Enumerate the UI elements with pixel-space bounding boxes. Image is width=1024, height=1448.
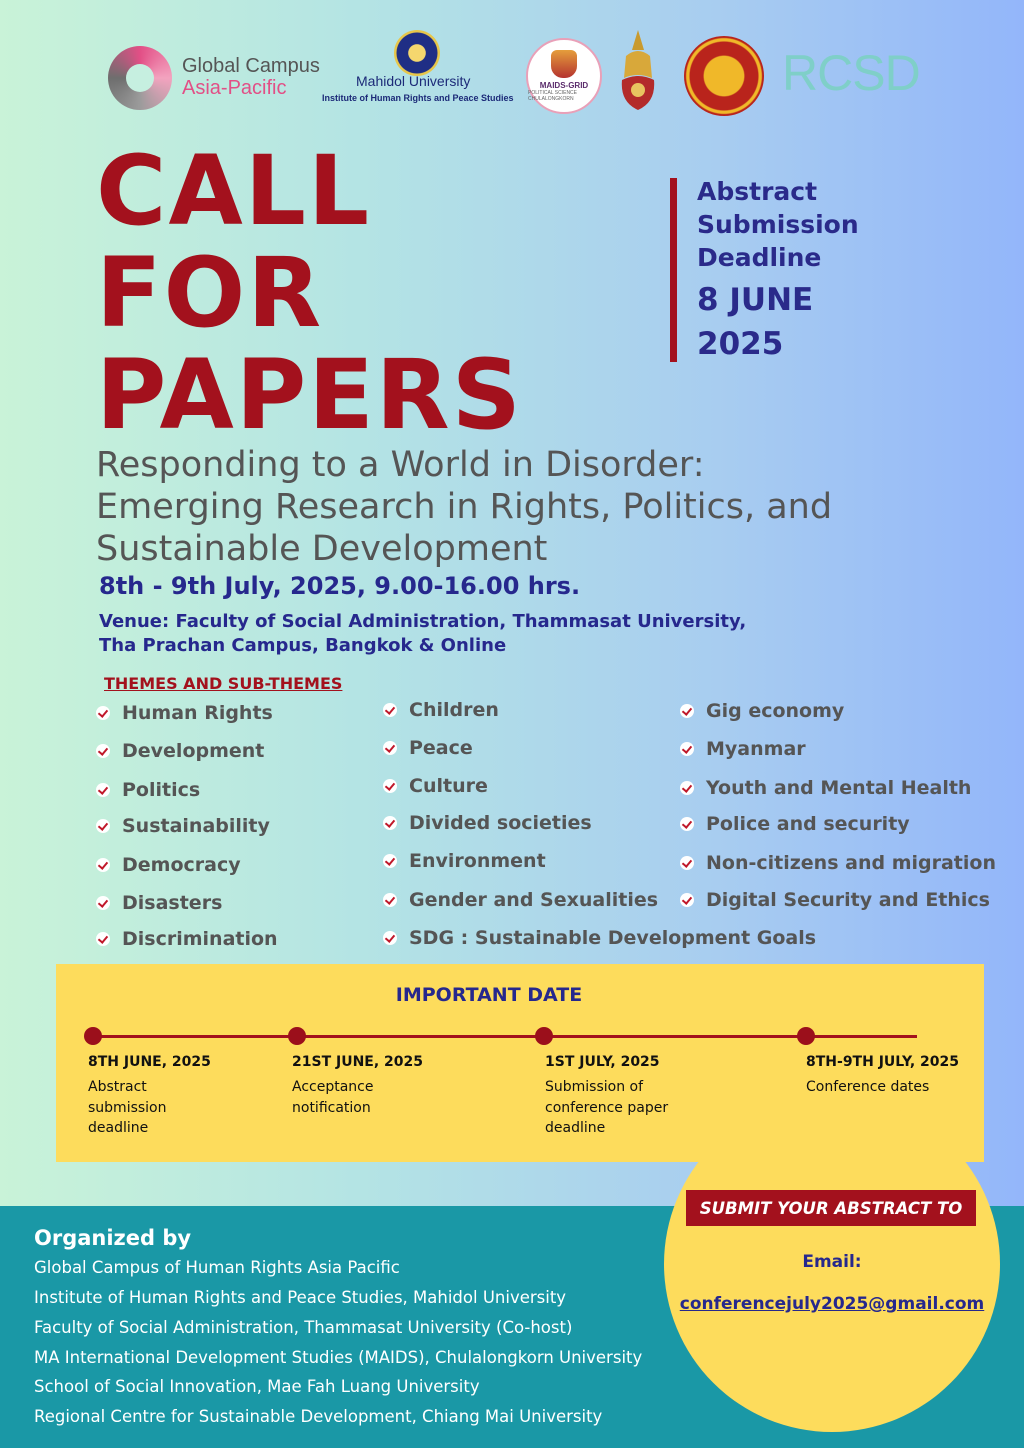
conference-title-line: Responding to a World in Disorder: — [96, 445, 705, 485]
check-icon — [96, 932, 110, 946]
thammasat-seal-icon — [684, 36, 764, 116]
headline-line: FOR — [96, 237, 324, 349]
theme-label: Discrimination — [122, 928, 278, 950]
theme-item — [680, 813, 910, 835]
timeline-description-line: submission — [88, 1099, 167, 1116]
theme-label: Environment — [409, 850, 546, 872]
headline-line: PAPERS — [96, 339, 523, 451]
deadline-label-line: Deadline — [697, 243, 822, 272]
organizers-title: Organized by — [34, 1226, 192, 1250]
theme-label: Peace — [409, 737, 473, 759]
timeline-description-line: deadline — [88, 1120, 149, 1136]
conference-title-line: Emerging Research in Rights, Politics, and — [96, 487, 833, 527]
venue-line: Tha Prachan Campus, Bangkok & Online — [99, 635, 507, 656]
submit-abstract-banner: SUBMIT YOUR ABSTRACT TO — [686, 1190, 976, 1226]
timeline-dot — [797, 1027, 815, 1045]
theme-label: Politics — [122, 779, 201, 801]
theme-item — [383, 889, 658, 911]
theme-item — [383, 850, 546, 872]
mae-fah-luang-emblem-icon — [616, 28, 660, 112]
timeline-description — [806, 1077, 929, 1098]
conference-title-line: Sustainable Development — [96, 529, 548, 569]
theme-item — [680, 700, 844, 722]
global-campus-name: Global Campus — [182, 55, 320, 77]
theme-label: SDG : Sustainable Development Goals — [409, 927, 817, 949]
check-icon — [680, 704, 694, 718]
theme-item — [96, 815, 270, 837]
check-icon — [96, 858, 110, 872]
theme-item — [96, 779, 200, 801]
call-for-papers-headline — [96, 135, 523, 451]
deadline-label-line: Abstract — [697, 177, 818, 206]
theme-item — [96, 740, 264, 762]
theme-label: Youth and Mental Health — [706, 777, 972, 799]
deadline-date-line: 2025 — [697, 326, 784, 362]
themes-title: THEMES AND SUB-THEMES — [104, 674, 343, 693]
timeline-line — [92, 1035, 917, 1038]
mahidol-institute: Institute of Human Rights and Peace Studies — [322, 93, 514, 103]
theme-item — [96, 702, 273, 724]
theme-label: Gig economy — [706, 700, 845, 722]
theme-label: Democracy — [122, 854, 241, 876]
check-icon — [680, 817, 694, 831]
check-icon — [96, 819, 110, 833]
timeline-dot — [288, 1027, 306, 1045]
rcsd-logo: RCSD — [782, 45, 920, 101]
check-icon — [383, 931, 397, 945]
theme-label: Development — [122, 740, 265, 762]
theme-item — [383, 775, 488, 797]
theme-item — [96, 854, 241, 876]
timeline-date: 8TH JUNE, 2025 — [88, 1054, 211, 1070]
mahidol-name: Mahidol University — [356, 73, 471, 89]
global-campus-region: Asia-Pacific — [182, 77, 287, 99]
check-icon — [96, 896, 110, 910]
timeline-date: 21ST JUNE, 2025 — [292, 1054, 424, 1070]
deadline-date-line: 8 JUNE — [697, 282, 814, 318]
theme-item — [680, 889, 990, 911]
timeline-date: 8TH-9TH JULY, 2025 — [806, 1054, 959, 1070]
timeline-description-line: notification — [292, 1099, 371, 1116]
theme-label: Culture — [409, 775, 488, 797]
check-icon — [96, 783, 110, 797]
theme-item — [96, 892, 222, 914]
organizer-item: School of Social Innovation, Mae Fah Luang University — [34, 1377, 480, 1396]
timeline-dot — [84, 1027, 102, 1045]
theme-item — [680, 852, 996, 874]
maids-logo-subtext: POLITICAL SCIENCE CHULALONGKORN — [528, 90, 577, 102]
check-icon — [96, 706, 110, 720]
theme-item — [680, 777, 971, 799]
timeline-description — [88, 1077, 167, 1139]
theme-item — [96, 928, 278, 950]
event-dates: 8th - 9th July, 2025, 9.00-16.00 hrs. — [99, 572, 581, 600]
deadline-date — [697, 278, 897, 366]
theme-label: Digital Security and Ethics — [706, 889, 990, 911]
timeline-description-line: Abstract — [88, 1079, 147, 1095]
venue-line: Venue: Faculty of Social Administration, Thammasat University, — [99, 611, 747, 632]
theme-item — [383, 812, 592, 834]
deadline-label-line: Submission — [697, 210, 859, 239]
theme-item — [383, 927, 816, 949]
theme-item — [383, 737, 473, 759]
deadline-label — [697, 175, 937, 274]
check-icon — [383, 854, 397, 868]
timeline-date: 1ST JULY, 2025 — [545, 1054, 660, 1070]
check-icon — [680, 893, 694, 907]
maids-logo-text: MAIDS-GRID — [539, 81, 589, 90]
email-label: Email: — [802, 1252, 862, 1272]
theme-label: Divided societies — [409, 812, 592, 834]
maids-grid-logo — [526, 38, 602, 114]
theme-label: Children — [409, 699, 499, 721]
mahidol-seal-icon — [394, 30, 440, 76]
check-icon — [680, 856, 694, 870]
organizer-item: Regional Centre for Sustainable Development, Chiang Mai University — [34, 1407, 603, 1426]
event-venue — [99, 610, 819, 658]
timeline-description-line: Acceptance — [292, 1079, 374, 1095]
headline-line: CALL — [96, 135, 372, 247]
timeline-description — [292, 1077, 373, 1118]
maids-crest-icon — [551, 50, 577, 78]
submission-email-link[interactable]: conferencejuly2025@gmail.com — [679, 1294, 985, 1314]
timeline-description — [545, 1077, 668, 1139]
theme-label: Sustainability — [122, 815, 270, 837]
timeline-dot — [535, 1027, 553, 1045]
check-icon — [383, 779, 397, 793]
deadline-divider — [670, 178, 677, 362]
timeline-description-line: Conference dates — [806, 1079, 930, 1095]
theme-item — [680, 738, 806, 760]
conference-title — [96, 444, 926, 570]
theme-label: Myanmar — [706, 738, 806, 760]
timeline-description-line: Submission of — [545, 1079, 644, 1095]
check-icon — [680, 781, 694, 795]
check-icon — [96, 744, 110, 758]
check-icon — [383, 703, 397, 717]
theme-label: Gender and Sexualities — [409, 889, 659, 911]
organizer-item: MA International Development Studies (MAIDS), Chulalongkorn University — [34, 1348, 643, 1367]
organizer-item: Faculty of Social Administration, Thammasat University (Co-host) — [34, 1318, 573, 1337]
important-dates-title: IMPORTANT DATE — [395, 984, 583, 1006]
check-icon — [383, 893, 397, 907]
theme-label: Non-citizens and migration — [706, 852, 996, 874]
theme-label: Human Rights — [122, 702, 273, 724]
theme-label: Police and security — [706, 813, 910, 835]
check-icon — [680, 742, 694, 756]
timeline-description-line: conference paper — [545, 1099, 669, 1116]
check-icon — [383, 816, 397, 830]
theme-label: Disasters — [122, 892, 223, 914]
global-campus-logo-icon — [108, 46, 172, 110]
organizer-item: Global Campus of Human Rights Asia Pacific — [34, 1258, 400, 1277]
check-icon — [383, 741, 397, 755]
organizer-item: Institute of Human Rights and Peace Studies, Mahidol University — [34, 1288, 567, 1307]
timeline-description-line: deadline — [545, 1120, 606, 1136]
theme-item — [383, 699, 499, 721]
